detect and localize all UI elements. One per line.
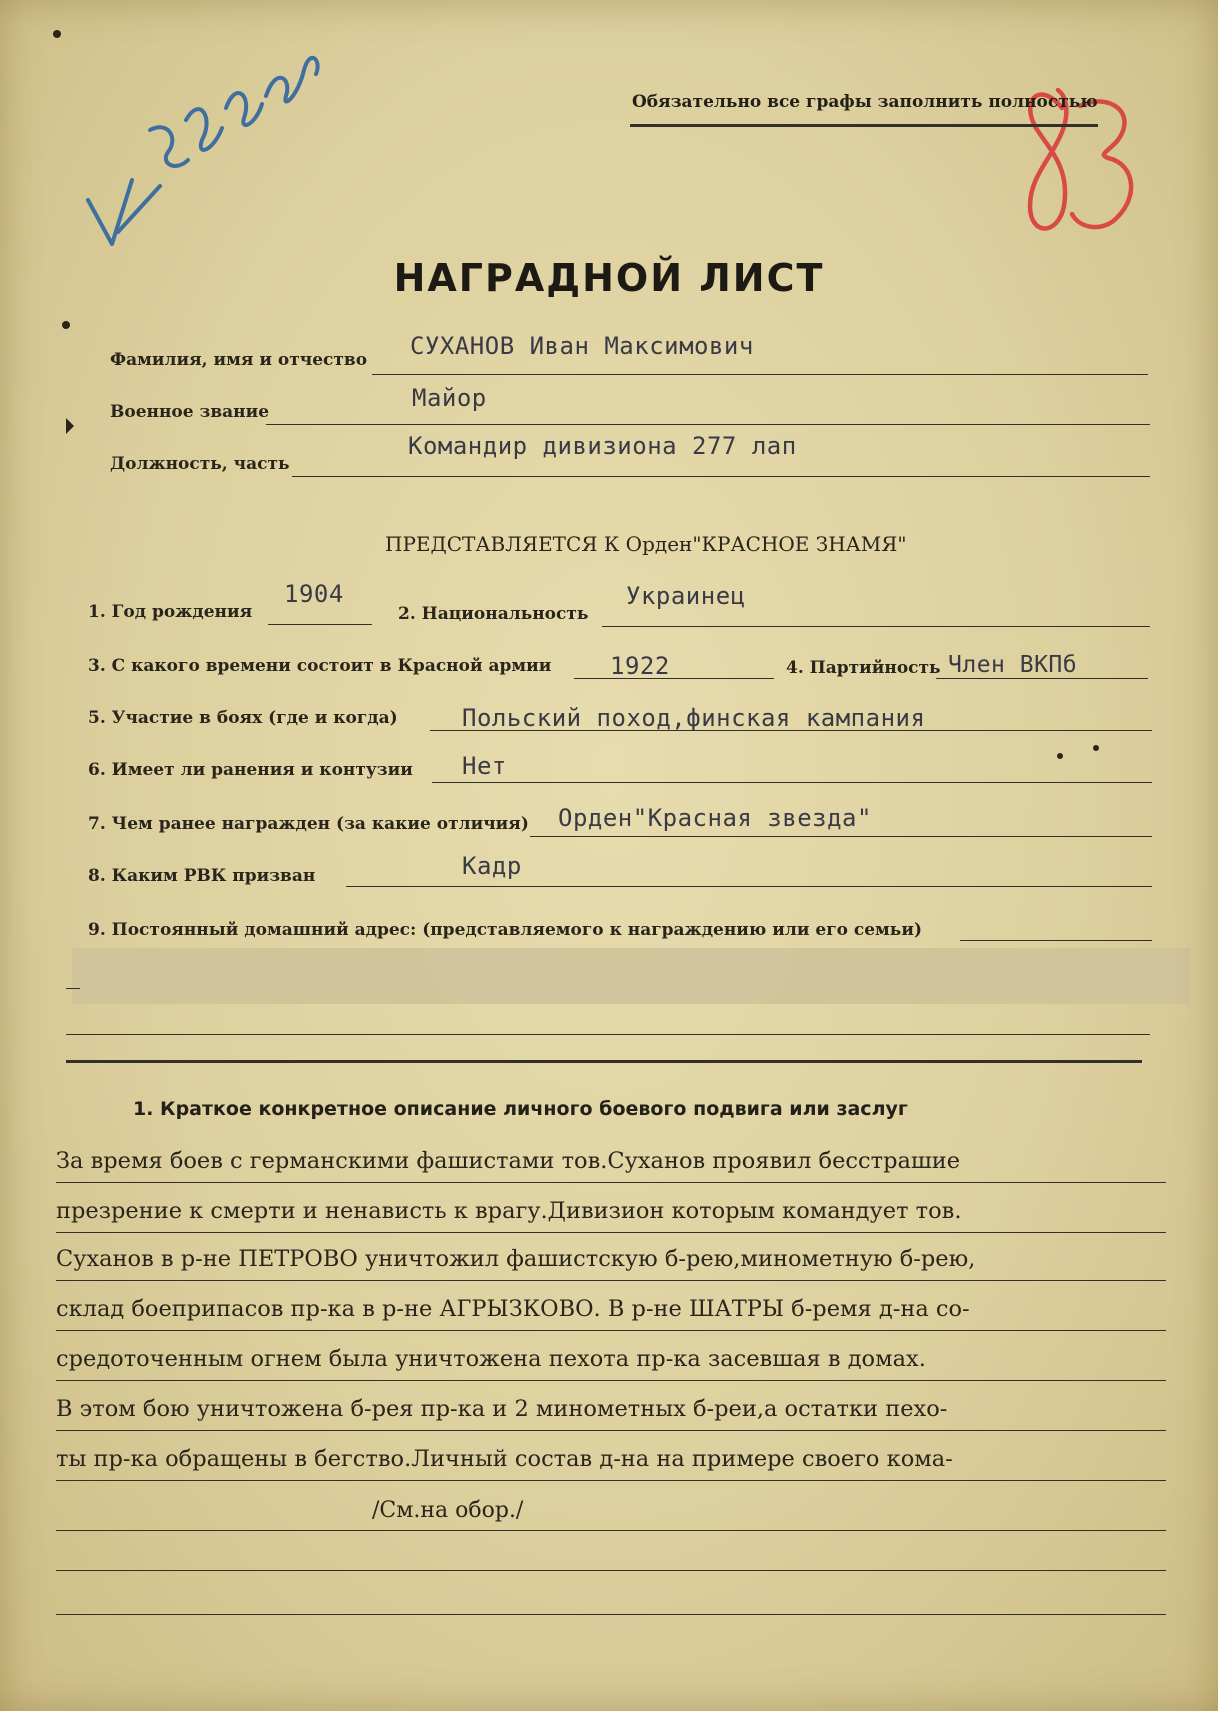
battles-line — [430, 730, 1152, 731]
battles-label: 5. Участие в боях (где и когда) — [88, 708, 398, 728]
party-label: 4. Партийность — [786, 658, 941, 678]
rank-value: Майор — [412, 384, 487, 412]
army-since-value: 1922 — [610, 652, 670, 680]
nationality-value: Украинец — [626, 582, 746, 610]
description-rule-7 — [56, 1480, 1166, 1481]
blank-rule-1 — [56, 1530, 1166, 1531]
birth-year-line — [268, 624, 372, 625]
position-value: Командир дивизиона 277 лап — [408, 432, 797, 460]
description-rule-3 — [56, 1280, 1166, 1281]
redacted-address-area — [72, 948, 1190, 1004]
awards-label: 7. Чем ранее награжден (за какие отличия) — [88, 814, 529, 834]
section-1-heading: 1. Краткое конкретное описание личного боевого подвига или заслуг — [133, 1098, 908, 1120]
description-rule-1 — [56, 1182, 1166, 1183]
rvk-line — [346, 886, 1152, 887]
description-rule-5 — [56, 1380, 1166, 1381]
description-rule-4 — [56, 1330, 1166, 1331]
description-line-2: презрение к смерти и ненависть к врагу.Дивизион которым командует тов. — [56, 1198, 962, 1224]
battles-value: Польский поход,финская кампания — [462, 704, 926, 732]
rvk-label: 8. Каким РВК призван — [88, 866, 316, 886]
margin-marks — [53, 30, 1099, 759]
wounds-value: Нет — [462, 752, 507, 780]
address-label: 9. Постоянный домашний адрес: (представляемого к награждению или его семьи) — [88, 920, 922, 940]
description-rule-6 — [56, 1430, 1166, 1431]
rvk-value: Кадр — [462, 852, 522, 880]
name-value: СУХАНОВ Иван Максимович — [410, 332, 754, 360]
document-title: НАГРАДНОЙ ЛИСТ — [393, 256, 825, 300]
address-line-2 — [66, 1034, 1150, 1035]
rank-label: Военное звание — [110, 402, 270, 422]
wounds-label: 6. Имеет ли ранения и контузии — [88, 760, 413, 780]
name-label: Фамилия, имя и отчество — [110, 350, 368, 370]
rank-line — [266, 424, 1150, 425]
blue-pencil-annotation — [88, 58, 318, 244]
description-line-1: За время боев с германскими фашистами тов.Суханов проявил бесстрашие — [56, 1148, 961, 1174]
description-line-5: средоточенным огнем была уничтожена пехота пр-ка засевшая в домах. — [56, 1346, 926, 1372]
army-since-label: 3. С какого времени состоит в Красной армии — [88, 656, 552, 676]
notice-underline — [630, 124, 1098, 127]
blank-rule-2 — [56, 1570, 1166, 1571]
description-rule-2 — [56, 1232, 1166, 1233]
address-line-1 — [960, 940, 1152, 941]
blank-rule-3 — [56, 1614, 1166, 1615]
party-line — [936, 678, 1148, 679]
address-dash — [66, 988, 80, 989]
position-label: Должность, часть — [110, 454, 290, 474]
continuation-note: /См.на обор./ — [372, 1498, 524, 1523]
represented-for-award: ПРЕДСТАВЛЯЕТСЯ К Орден"КРАСНОЕ ЗНАМЯ" — [385, 532, 907, 556]
description-line-6: В этом бою уничтожена б-рея пр-ка и 2 минометных б-реи,а остатки пехо- — [56, 1396, 948, 1422]
birth-year-label: 1. Год рождения — [88, 602, 253, 622]
description-line-7: ты пр-ка обращены в бегство.Личный состав д-на на примере своего кома- — [56, 1446, 953, 1472]
nationality-label: 2. Национальность — [398, 604, 589, 624]
description-line-3: Суханов в р-не ПЕТРОВО уничтожил фашистскую б-рею,минометную б-рею, — [56, 1246, 976, 1272]
awards-value: Орден"Красная звезда" — [558, 804, 872, 832]
awards-line — [530, 836, 1152, 837]
nationality-line — [602, 626, 1150, 627]
section-divider — [66, 1060, 1142, 1063]
position-line — [292, 476, 1150, 477]
party-value: Член ВКПб — [948, 652, 1078, 678]
birth-year-value: 1904 — [284, 580, 344, 608]
description-line-4: склад боеприпасов пр-ка в р-не АГРЫЗКОВО. В р-не ШАТРЫ б-ремя д-на со- — [56, 1296, 970, 1322]
wounds-line — [432, 782, 1152, 783]
army-since-line — [574, 678, 774, 679]
mandatory-fill-notice: Обязательно все графы заполнить полностью — [632, 92, 1098, 112]
name-line — [372, 374, 1148, 375]
